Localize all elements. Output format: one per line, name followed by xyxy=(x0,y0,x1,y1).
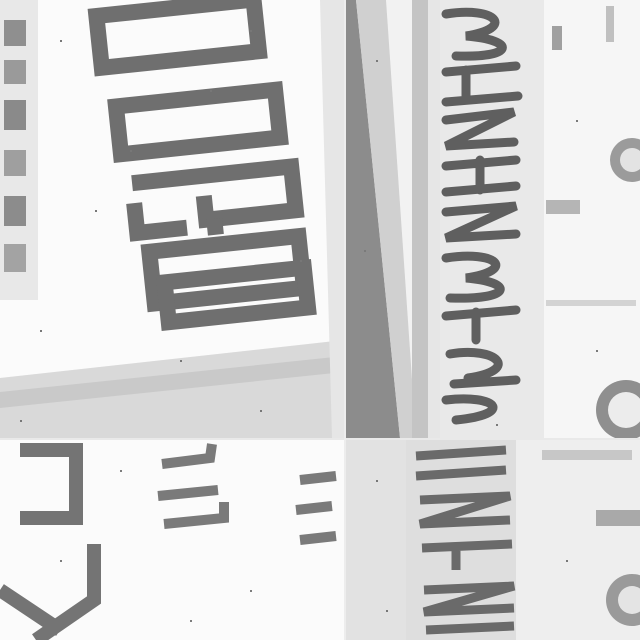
plate-fragment-left-picture xyxy=(0,440,344,640)
plate-digits-picture xyxy=(0,0,344,438)
panel-plate-fragment-right xyxy=(346,440,640,640)
panel-embossed-lettering xyxy=(346,0,640,438)
embossed-lettering-picture xyxy=(346,0,640,438)
panel-plate-fragment-left xyxy=(0,440,344,640)
collage-divider-horizontal xyxy=(0,438,640,440)
collage-divider-vertical xyxy=(344,0,346,640)
plate-fragment-right-picture xyxy=(346,440,640,640)
panel-plate-digits xyxy=(0,0,344,438)
